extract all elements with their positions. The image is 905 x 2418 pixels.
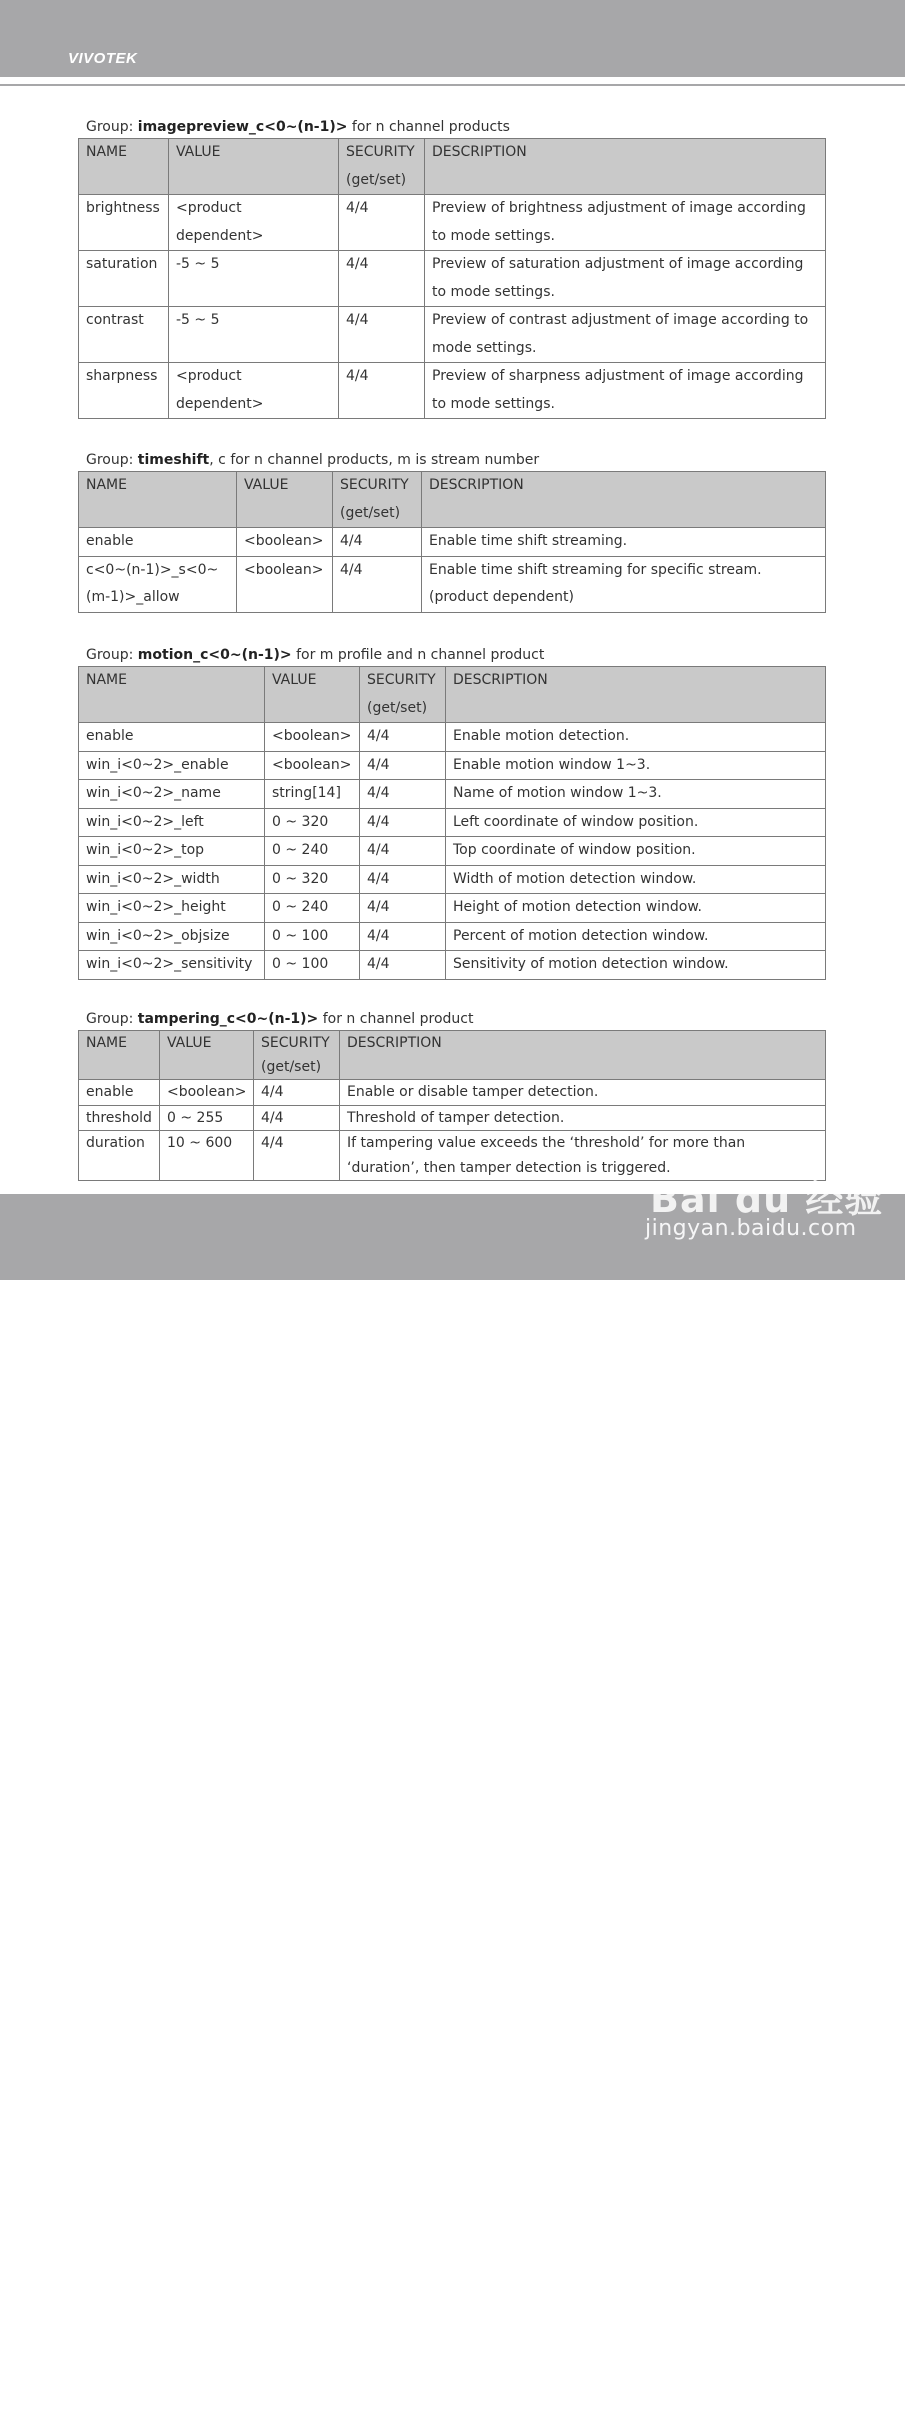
table-row: win_i<0~2>_name string[14] 4/4 Name of motion window 1~3.: [79, 780, 826, 809]
group-title: Group: tampering_c<0~(n-1)> for n channel product: [86, 1011, 474, 1027]
watermark-logo: Bai du 经验: [650, 1177, 884, 1221]
table-row: win_i<0~2>_height 0 ~ 240 4/4 Height of motion detection window.: [79, 894, 826, 923]
table-row: win_i<0~2>_left 0 ~ 320 4/4 Left coordinate of window position.: [79, 808, 826, 837]
table-row: sharpness <product dependent> 4/4 Preview of sharpness adjustment of image according to mode settings.: [79, 363, 826, 419]
table-row: win_i<0~2>_width 0 ~ 320 4/4 Width of motion detection window.: [79, 865, 826, 894]
table-row: win_i<0~2>_sensitivity 0 ~ 100 4/4 Sensitivity of motion detection window.: [79, 951, 826, 980]
group-tampering: [78, 1008, 826, 1181]
table-row: brightness <product dependent> 4/4 Preview of brightness adjustment of image according to mode settings.: [79, 195, 826, 251]
watermark-url: jingyan.baidu.com: [645, 1216, 857, 1241]
group-title: Group: imagepreview_c<0~(n-1)> for n channel products: [86, 119, 510, 135]
group-name: motion_c<0~(n-1)>: [137, 647, 292, 663]
table-row: enable <boolean> 4/4 Enable or disable tamper detection.: [79, 1080, 826, 1106]
col-header-description: DESCRIPTION: [425, 139, 826, 195]
group-name: tampering_c<0~(n-1)>: [137, 1011, 319, 1027]
col-header-value: VALUE: [265, 667, 360, 723]
col-header-description: DESCRIPTION: [340, 1031, 826, 1080]
table-row: c<0~(n-1)>_s<0~(m-1)>_allow <boolean> 4/4 Enable time shift streaming for specific stream. (product dependent): [79, 556, 826, 612]
table-row: enable <boolean> 4/4 Enable motion detection.: [79, 723, 826, 752]
parameter-table: [78, 138, 826, 419]
page-header: [0, 0, 905, 77]
table-row: win_i<0~2>_enable <boolean> 4/4 Enable motion window 1~3.: [79, 751, 826, 780]
col-header-value: VALUE: [237, 472, 333, 528]
table-row: win_i<0~2>_top 0 ~ 240 4/4 Top coordinate of window position.: [79, 837, 826, 866]
col-header-security: SECURITY (get/set): [333, 472, 422, 528]
table-row: duration 10 ~ 600 4/4 If tampering value exceeds the ‘threshold’ for more than ‘duration’, then tamper detection is triggered.: [79, 1131, 826, 1181]
table-header-row: [79, 1031, 826, 1080]
header-divider: [0, 84, 905, 86]
table-row: win_i<0~2>_objsize 0 ~ 100 4/4 Percent of motion detection window.: [79, 922, 826, 951]
group-name: imagepreview_c<0~(n-1)>: [137, 119, 348, 135]
col-header-value: VALUE: [160, 1031, 254, 1080]
table-header-row: [79, 472, 826, 528]
group-title: Group: motion_c<0~(n-1)> for m profile and n channel product: [86, 647, 545, 663]
table-row: enable <boolean> 4/4 Enable time shift streaming.: [79, 528, 826, 557]
col-header-name: NAME: [79, 667, 265, 723]
table-header-row: [79, 139, 826, 195]
col-header-description: DESCRIPTION: [422, 472, 826, 528]
col-header-name: NAME: [79, 139, 169, 195]
col-header-name: NAME: [79, 472, 237, 528]
col-header-security: SECURITY (get/set): [360, 667, 446, 723]
col-header-value: VALUE: [169, 139, 339, 195]
parameter-table: [78, 666, 826, 980]
table-row: saturation -5 ~ 5 4/4 Preview of saturation adjustment of image according to mode settings.: [79, 251, 826, 307]
col-header-security: SECURITY (get/set): [339, 139, 425, 195]
col-header-description: DESCRIPTION: [446, 667, 826, 723]
col-header-security: SECURITY (get/set): [254, 1031, 340, 1080]
table-header-row: [79, 667, 826, 723]
page-number: 112 - User's Manual: [66, 2403, 181, 2418]
group-motion: [78, 644, 826, 980]
parameter-table: [78, 1030, 826, 1181]
group-title: Group: timeshift, c for n channel products, m is stream number: [86, 452, 540, 468]
table-row: threshold 0 ~ 255 4/4 Threshold of tamper detection.: [79, 1105, 826, 1131]
col-header-name: NAME: [79, 1031, 160, 1080]
group-timeshift: [78, 449, 826, 613]
group-imagepreview: [78, 116, 826, 419]
brand-logo: VIVOTEK: [68, 50, 138, 67]
table-row: contrast -5 ~ 5 4/4 Preview of contrast adjustment of image according to mode settings.: [79, 307, 826, 363]
group-name: timeshift: [137, 452, 210, 468]
parameter-table: [78, 471, 826, 613]
